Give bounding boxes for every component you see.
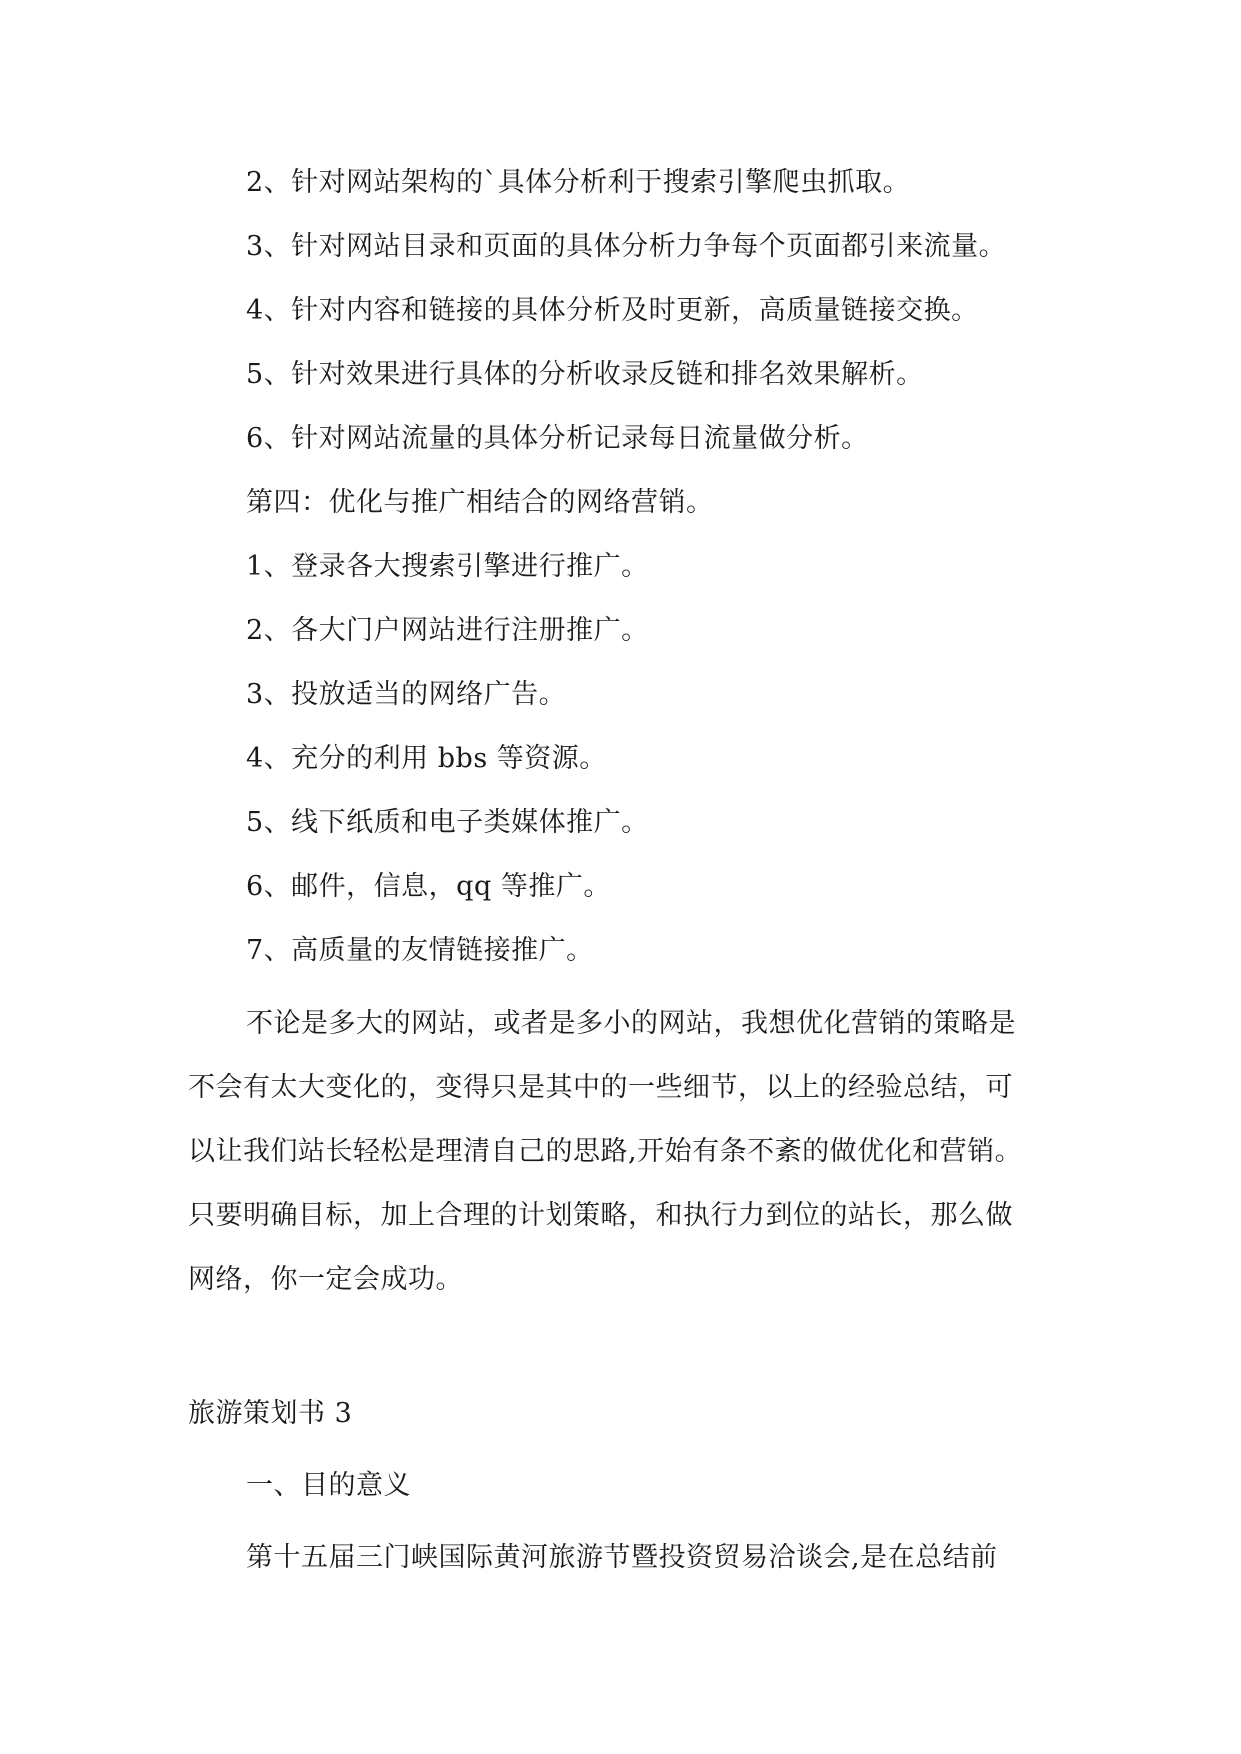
list-item: 2、针对网站架构的`具体分析利于搜索引擎爬虫抓取。 [246,167,911,198]
paragraph-line: 网络，你一定会成功。 [188,1264,463,1295]
list-item: 6、针对网站流量的具体分析记录每日流量做分析。 [246,423,869,454]
list-item: 4、充分的利用 bbs 等资源。 [246,743,607,774]
list-item: 5、线下纸质和电子类媒体推广。 [246,807,649,838]
list-item: 5、针对效果进行具体的分析收录反链和排名效果解析。 [246,359,924,390]
list-item: 7、高质量的友情链接推广。 [246,935,594,966]
list-item: 6、邮件，信息，qq 等推广。 [246,871,611,902]
list-item: 4、针对内容和链接的具体分析及时更新，高质量链接交换。 [246,295,979,326]
document-title: 旅游策划书 3 [188,1398,353,1429]
paragraph-line: 以让我们站长轻松是理清自己的思路,开始有条不紊的做优化和营销。 [188,1136,1023,1167]
section-heading: 第四：优化与推广相结合的网络营销。 [246,487,714,518]
list-item: 3、针对网站目录和页面的具体分析力争每个页面都引来流量。 [246,231,1007,262]
list-item: 1、登录各大搜索引擎进行推广。 [246,551,649,582]
section-heading: 一、目的意义 [246,1470,411,1501]
paragraph-line: 第十五届三门峡国际黄河旅游节暨投资贸易洽谈会,是在总结前 [246,1542,998,1573]
list-item: 3、投放适当的网络广告。 [246,679,567,710]
paragraph-line: 不论是多大的网站，或者是多小的网站，我想优化营销的策略是 [246,1008,1016,1039]
list-item: 2、各大门户网站进行注册推广。 [246,615,649,646]
paragraph-line: 不会有太大变化的，变得只是其中的一些细节，以上的经验总结，可 [188,1072,1013,1103]
paragraph-line: 只要明确目标，加上合理的计划策略，和执行力到位的站长，那么做 [188,1200,1013,1231]
